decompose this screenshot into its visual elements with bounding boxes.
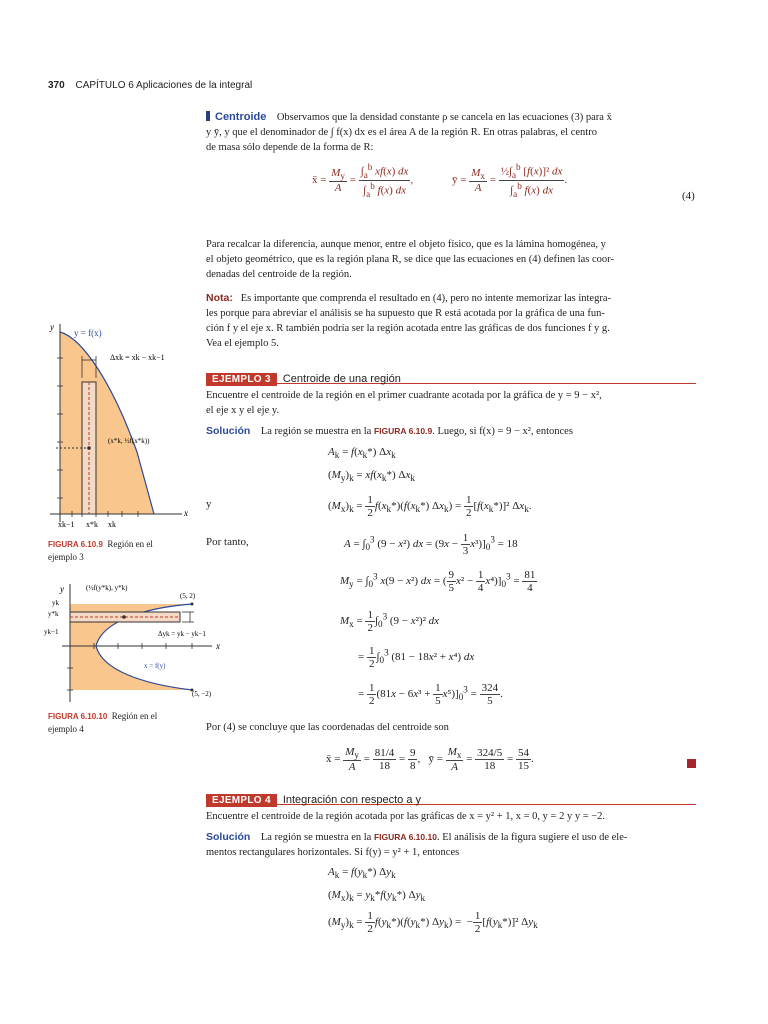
- eq-mx2: = $\frac{1}{2}$ $\int_0^3$ (81 − 18x² + x⁴) dx: [358, 645, 475, 670]
- point-top: (5, 2): [180, 592, 196, 600]
- solution-label: Solución: [206, 425, 251, 437]
- eq4-myk: $(M_y)_k$ = $\frac{1}{2}$ $f(y_k*)(f(y_k*) \Delta y_k)$ = − $\frac{1}{2}$ $[f(y_k*)]^2$ $\Delta y_k$: [328, 910, 538, 935]
- y-word: y: [206, 498, 212, 510]
- dx-label: Δxk = xk − xk−1: [110, 353, 165, 362]
- figure2-caption: [48, 710, 178, 735]
- recalcar-line: Para recalcar la diferencia, aunque menor, entre el objeto físico, que es la lámina homogénea, y: [206, 239, 606, 250]
- recalcar-line: denadas del centroide de la región.: [206, 269, 352, 280]
- end-of-example-icon: [687, 759, 696, 768]
- point-bottom: (5, −2): [192, 690, 212, 698]
- eq4-mxk: $(M_x)_k = y_k*f(y_k*)$ $\Delta y_k$: [328, 889, 426, 904]
- equation-number: (4): [682, 190, 695, 202]
- top-label: (½f(y*k), y*k): [86, 584, 128, 592]
- nota-line: Es importante que comprenda el resultado en (4), pero no intente memorizar las integra-: [240, 293, 611, 304]
- solution-line2: mentos rectangulares horizontales. Si f(y) = y² + 1, entonces: [206, 847, 460, 858]
- solution-text: . El análisis de la figura sugiere el uso de ele-: [436, 832, 628, 843]
- centroide-paragraph: [206, 110, 696, 155]
- eq-area: $A = \int_0^3$ (9 − x²) dx = (9x − $\frac{1}{3}$ $x^3)]_0^3 = 18$: [344, 532, 518, 557]
- tick-ystar: y*k: [48, 610, 59, 618]
- por-tanto: Por tanto,: [206, 536, 249, 548]
- figure-6-10-10: [42, 578, 232, 708]
- nota-label: Nota:: [206, 292, 233, 304]
- axis-y-label: y: [50, 322, 54, 332]
- tick-yk1: yk−1: [44, 628, 59, 636]
- figure1-caption: [48, 538, 178, 563]
- axis-x-label: x: [184, 508, 188, 518]
- ejemplo4-solution: [206, 830, 696, 860]
- eq-ak: $A_k = f(x_k*)$ $\Delta x_k$: [328, 446, 396, 461]
- ejemplo4-header: [206, 790, 696, 805]
- eq-mx3: = $\frac{1}{2}$ (81x − 6x³ + $\frac{1}{5}$ $x^5)]_0^3$ = $\frac{324}{5}$ .: [358, 682, 503, 707]
- centroide-line2: y ȳ, y que el denominador de ∫ f(x) dx es el área A de la región R. En otras palabras, el centro: [206, 127, 597, 138]
- tick-xk: xk: [108, 520, 116, 529]
- dy-label: Δyk = yk − yk−1: [158, 630, 206, 638]
- ejemplo4-tag: EJEMPLO 4: [206, 794, 277, 807]
- caption-label: FIGURA 6.10.10: [48, 712, 108, 721]
- caption-label: FIGURA 6.10.9: [48, 540, 103, 549]
- running-header: [48, 80, 252, 91]
- curve-label: y = f(x): [74, 328, 102, 338]
- solution-label: Solución: [206, 831, 251, 843]
- recalcar-line: el objeto geométrico, que es la región plana R, se dice que las ecuaciones en (4) definen las coor-: [206, 254, 614, 265]
- ejemplo4-statement: Encuentre el centroide de la región acotada por las gráficas de x = y² + 1, x = 0, y = 2 y y = −2.: [206, 811, 606, 822]
- section-marker-icon: [206, 111, 210, 121]
- ejemplo3-conclusion: Por (4) se concluye que las coordenadas del centroide son: [206, 722, 449, 733]
- chapter-title: CAPÍTULO 6 Aplicaciones de la integral: [75, 80, 253, 91]
- eq4-ak: $A_k = f(y_k*)$ $\Delta y_k$: [328, 866, 396, 881]
- caption-text: Región en el ejemplo 4: [48, 711, 158, 734]
- equation-ybar: ȳ = $\frac{M_x}{A}$ = $\frac{\frac{1}{2}\int_a^b [f(x)]^2 dx}{\int_a^b f(x) dx}$ .: [452, 162, 568, 199]
- ejemplo3-tag: EJEMPLO 3: [206, 373, 277, 386]
- eq-my: $M_y = \int_0^3$ x(9 − x²) dx = ( $\frac{9}{5}$ x² − $\frac{1}{4}$ $x^4)]_0^3$ = $\frac{81}{4}$: [340, 569, 536, 594]
- ejemplo3-title: Centroide de una región: [282, 373, 401, 385]
- figure-6-10-9: [42, 322, 192, 534]
- ejemplo3-solution: [206, 424, 696, 439]
- centroide-heading: Centroide: [215, 111, 267, 123]
- eq-myk: $(M_y)_k = xf(x_k*)$ $\Delta x_k$: [328, 469, 415, 484]
- tick-yk: yk: [52, 599, 59, 607]
- page-number: 370: [48, 80, 65, 91]
- area-result: = 18: [497, 538, 518, 551]
- eq-centroid-result: x̄ = $\frac{M_y}{A}$ = $\frac{81/4}{18}$ = $\frac{9}{8}$ , ȳ = $\frac{M_x}{A}$ = $\frac{324/5}{18}$ = $\frac{54}{15}$ .: [326, 746, 534, 774]
- tick-xk-star: x*k: [86, 520, 98, 529]
- eq-mxk: $(M_x)_k$ = $\frac{1}{2}$ $f(x_k*)(f(x_k*) \Delta x_k)$ = $\frac{1}{2}$ $[f(x_k*)]^2$ $\Delta x_k$.: [328, 494, 532, 519]
- nota-line: ción f y el eje x. R también podría ser la región acotada entre las gráficas de dos funciones f y g.: [206, 323, 610, 334]
- curve-label: x = f(y): [144, 662, 166, 670]
- centroide-line1: Observamos que la densidad constante ρ se cancela en las ecuaciones (3) para x̄: [276, 112, 612, 123]
- ejemplo3-header: [206, 369, 696, 384]
- nota-line: Vea el ejemplo 5.: [206, 338, 279, 349]
- point-label: (x*k, ½f(x*k)): [108, 437, 150, 445]
- solution-text: La región se muestra en la: [260, 832, 372, 843]
- solution-text: La región se muestra en la: [260, 426, 372, 437]
- axis-y-label: y: [60, 584, 64, 594]
- figure-reference-link[interactable]: FIGURA 6.10.9: [373, 426, 433, 436]
- eq-mx1: $M_x$ = $\frac{1}{2}$ $\int_0^3$ (9 − x²)² dx: [340, 609, 440, 634]
- centroid-point: [122, 615, 126, 619]
- ejemplo4-title: Integración con respecto a y: [282, 794, 422, 806]
- nota-paragraph: [206, 291, 696, 351]
- statement-line: Encuentre el centroide de la región en el primer cuadrante acotada por la gráfica de y = 9 − x²,: [206, 390, 602, 401]
- nota-line: les porque para abreviar el análisis se ha supuesto que R está acotada por la gráfica de una fun-: [206, 308, 605, 319]
- tick-xk-1: xk−1: [58, 520, 75, 529]
- ejemplo3-statement: [206, 388, 696, 418]
- equation-xbar: x̄ = $\frac{M_y}{A}$ = $\frac{\int_a^b xf(x) dx}{\int_a^b f(x) dx}$ ,: [312, 162, 414, 199]
- statement-line: el eje x y el eje y.: [206, 405, 280, 416]
- centroide-line3: de masa sólo depende de la forma de R:: [206, 142, 374, 153]
- recalcar-paragraph: [206, 237, 696, 282]
- figure-reference-link[interactable]: FIGURA 6.10.10: [373, 832, 437, 842]
- solution-text: . Luego, si f(x) = 9 − x², entonces: [432, 426, 573, 437]
- centroid-point: [87, 446, 91, 450]
- axis-x-label: x: [216, 641, 220, 651]
- caption-text: Región en el ejemplo 3: [48, 539, 153, 562]
